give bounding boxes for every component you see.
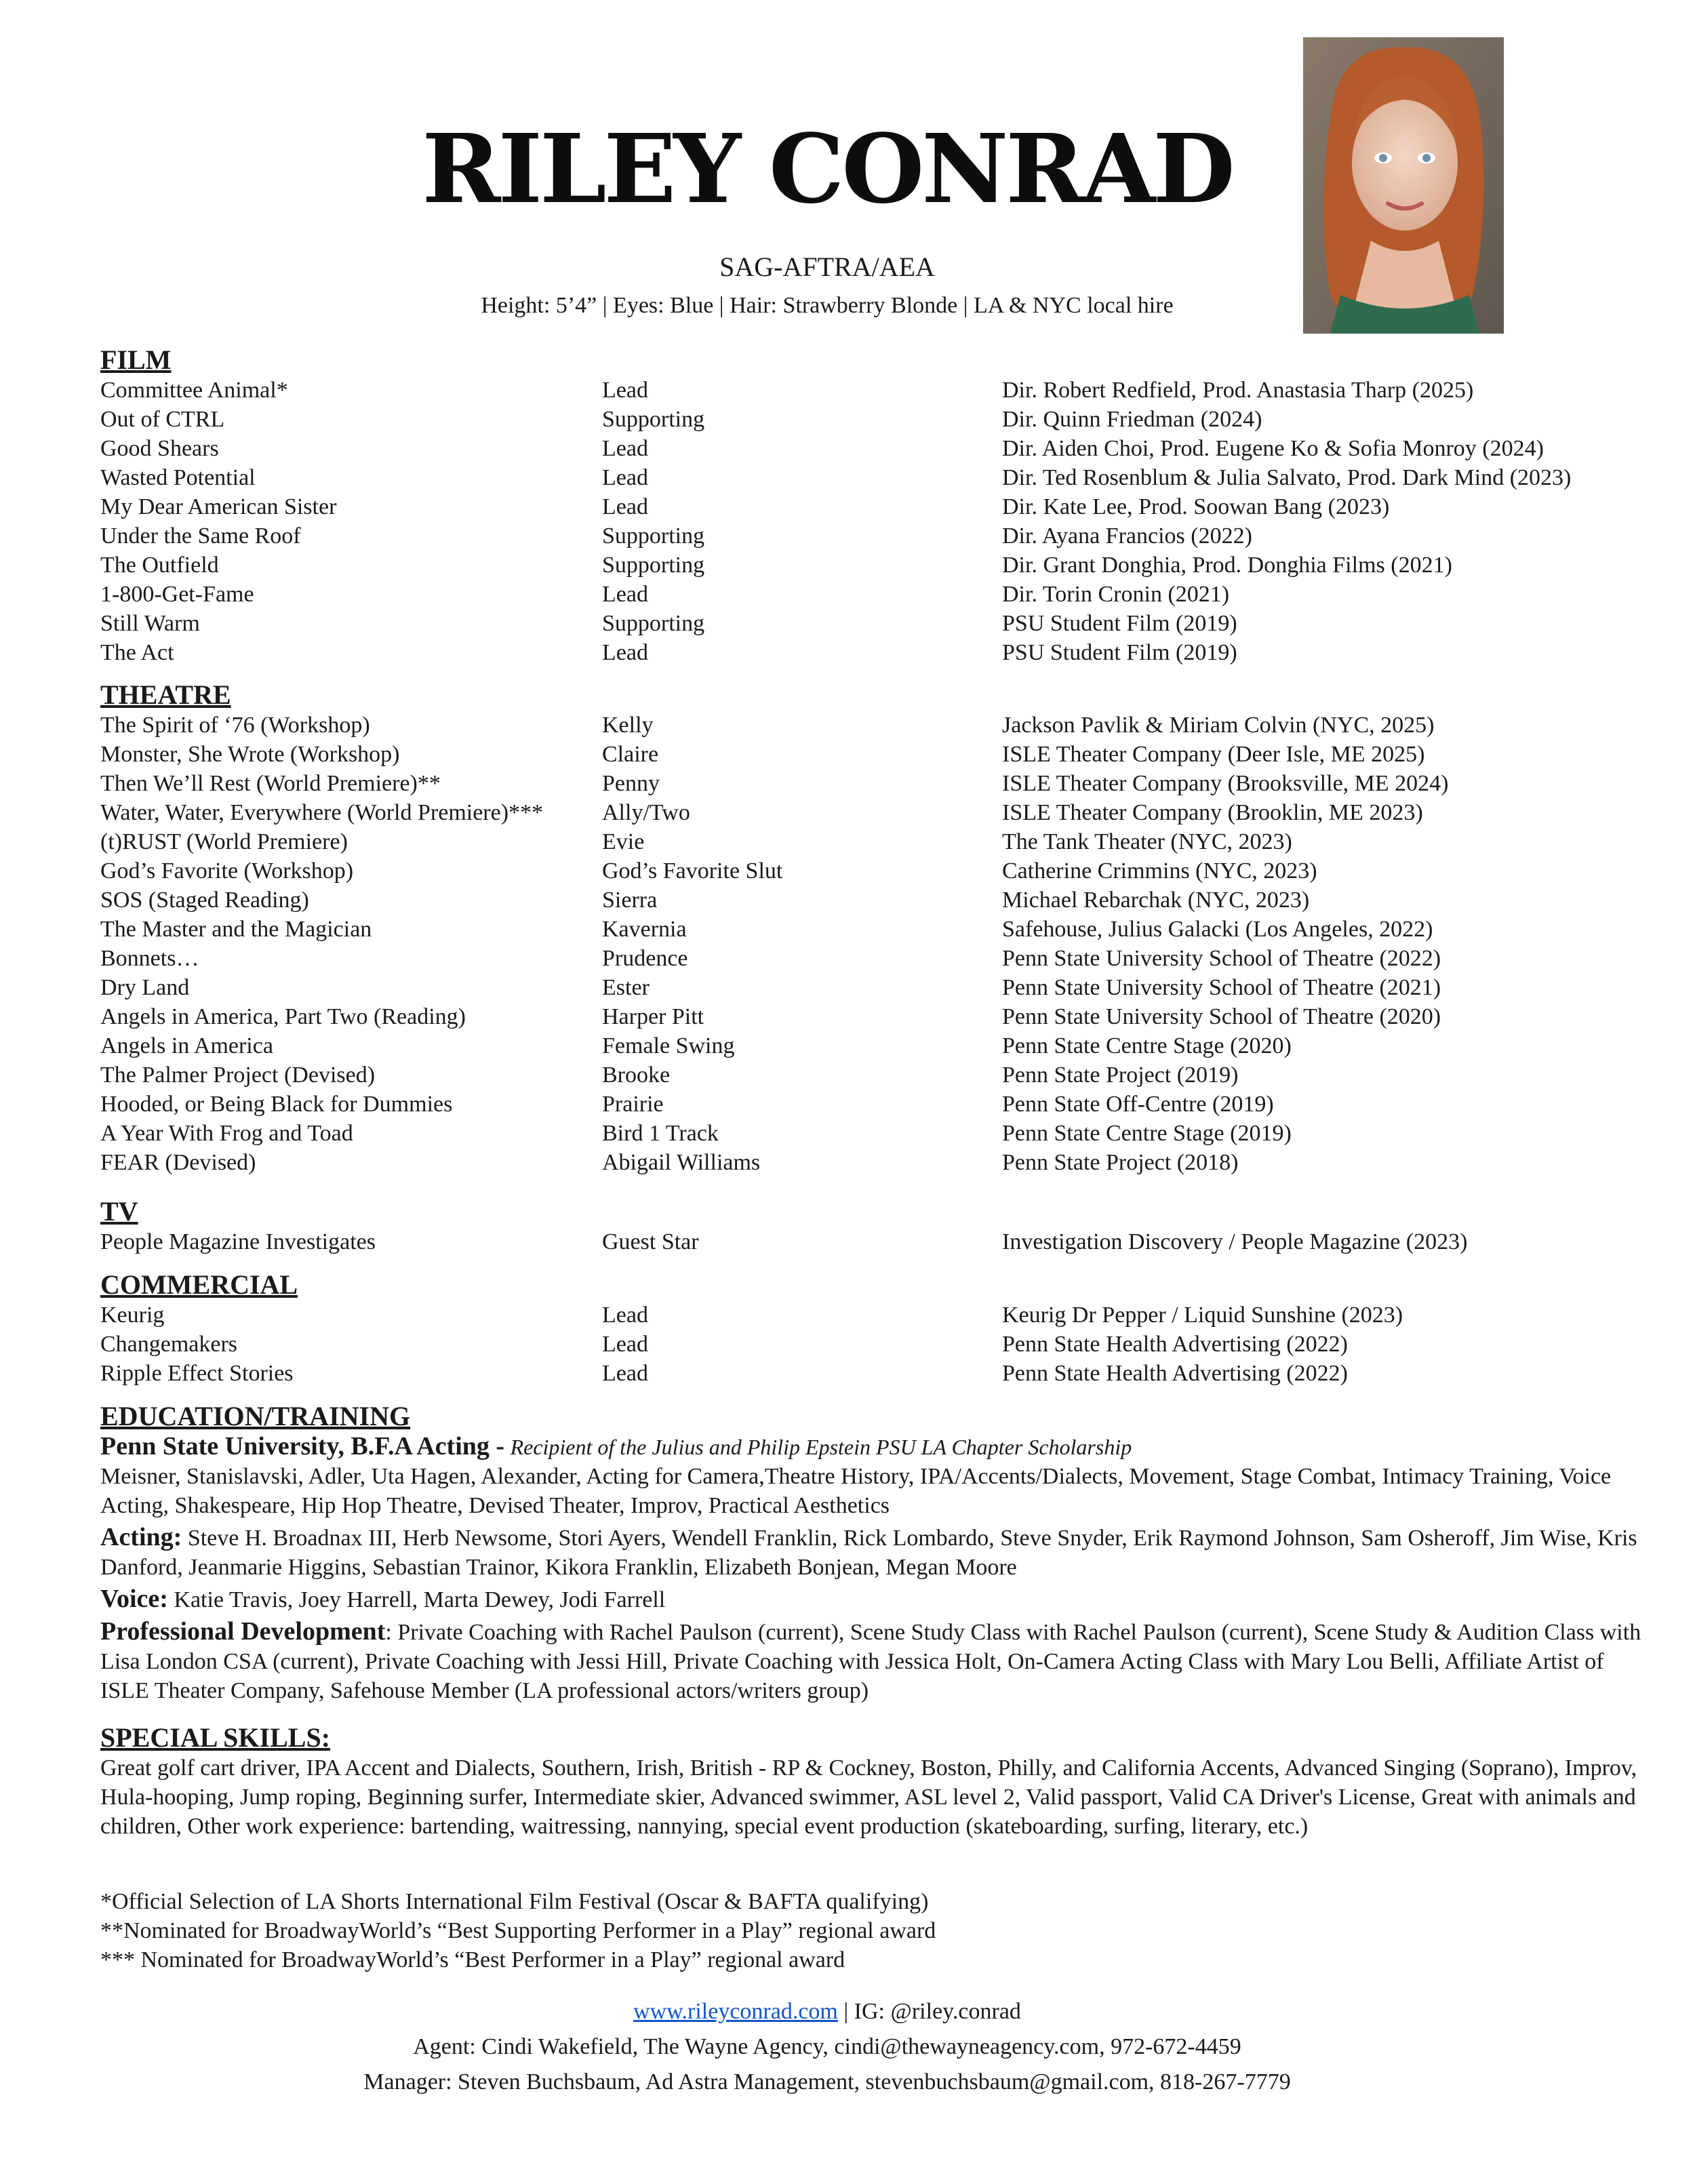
headshot-photo: [1303, 37, 1504, 334]
film-row: [100, 580, 1654, 609]
theatre-row: [100, 1090, 1654, 1119]
credit-role: Lead: [602, 640, 648, 665]
credit-role: Harper Pitt: [602, 1004, 704, 1029]
credit-title: Wasted Potential: [100, 465, 256, 490]
education-section: [100, 1401, 1654, 1705]
credit-title: Still Warm: [100, 611, 200, 636]
credit-role: Kelly: [602, 713, 654, 738]
theatre-row: [100, 769, 1654, 798]
commercial-row: [100, 1301, 1654, 1330]
theatre-row: [100, 973, 1654, 1002]
credit-company: Penn State Project (2018): [1002, 1150, 1239, 1175]
credit-company: Dir. Ayana Francios (2022): [1002, 523, 1252, 549]
credit-role: Lead: [602, 494, 648, 519]
theatre-row: [100, 915, 1654, 944]
film-section: [100, 344, 1654, 667]
credit-role: Lead: [602, 436, 648, 461]
instagram-handle: | IG: @riley.conrad: [837, 1999, 1021, 2024]
credit-role: Bird 1 Track: [602, 1121, 719, 1146]
theatre-row: [100, 1031, 1654, 1060]
skills-text: Great golf cart driver, IPA Accent and Dialects, Southern, Irish, British - RP & Cockney, Boston, Philly, and California Accents, Advanced Singing (Soprano), Improv, Hula-hooping, Jump roping, Beginning surfer, Intermediate skier, Advanced swimmer, ASL level 2, Valid passport, Valid CA Driver's License, Great with animals and children, Other work experience: bartending, waitressing, nannying, special event production (skateboarding, surfing, literary, etc.): [100, 1755, 1637, 1839]
credit-title: Keurig: [100, 1303, 165, 1328]
credit-title: 1-800-Get-Fame: [100, 582, 254, 607]
credit-role: Prudence: [602, 946, 688, 971]
theatre-title: THEATRE: [100, 679, 231, 710]
credit-title: FEAR (Devised): [100, 1150, 256, 1175]
education-title: EDUCATION/TRAINING: [100, 1401, 411, 1431]
credit-company: PSU Student Film (2019): [1002, 611, 1237, 636]
film-row: [100, 609, 1654, 638]
credit-title: Bonnets…: [100, 946, 199, 971]
credit-company: Penn State Health Advertising (2022): [1002, 1361, 1348, 1386]
credit-company: Penn State University School of Theatre (2020): [1002, 1004, 1441, 1029]
credit-title: The Outfield: [100, 553, 219, 578]
credit-title: Angels in America, Part Two (Reading): [100, 1004, 466, 1029]
credit-company: The Tank Theater (NYC, 2023): [1002, 829, 1292, 854]
resume-name: RILEY CONRAD: [422, 114, 1233, 225]
film-row: [100, 405, 1654, 434]
credit-company: PSU Student Film (2019): [1002, 640, 1237, 665]
theatre-row: [100, 1060, 1654, 1090]
credit-role: Abigail Williams: [602, 1150, 761, 1175]
prodev-list: : Private Coaching with Rachel Paulson (current), Scene Study Class with Rachel Paulson (current), Scene Study & Audition Class with Lisa London CSA (current), Private Coaching with Jessi Hill, Private Coaching with Jessica Holt, On-Camera Acting Class with Mary Lou Belli, Affiliate Artist of ISLE Theater Company, Safehouse Member (LA professional actors/writers group): [100, 1620, 1641, 1703]
school-line: [100, 1432, 1654, 1462]
commercial-row: [100, 1359, 1654, 1388]
skills-section: [100, 1722, 1654, 1841]
credit-company: Jackson Pavlik & Miriam Colvin (NYC, 2025): [1002, 713, 1435, 738]
tv-row: [100, 1227, 1654, 1256]
credit-title: (t)RUST (World Premiere): [100, 829, 348, 854]
union-affiliation: SAG-AFTRA/AEA: [719, 252, 935, 282]
credit-company: Dir. Aiden Choi, Prod. Eugene Ko & Sofia Monroy (2024): [1002, 436, 1544, 461]
physical-stats: Height: 5’4” | Eyes: Blue | Hair: Strawberry Blonde | LA & NYC local hire: [481, 293, 1174, 318]
credit-title: Hooded, or Being Black for Dummies: [100, 1092, 453, 1117]
credit-company: Safehouse, Julius Galacki (Los Angeles, 2022): [1002, 917, 1433, 942]
credit-company: ISLE Theater Company (Brooksville, ME 2024): [1002, 771, 1449, 796]
theatre-row: [100, 711, 1654, 740]
credit-title: Changemakers: [100, 1332, 238, 1357]
skills-title: SPECIAL SKILLS:: [100, 1722, 331, 1753]
credit-role: Claire: [602, 742, 659, 767]
credit-role: Brooke: [602, 1063, 671, 1088]
film-row: [100, 521, 1654, 551]
credit-role: Ester: [602, 975, 650, 1000]
theatre-row: [100, 1002, 1654, 1031]
theatre-row: [100, 886, 1654, 915]
credit-title: God’s Favorite (Workshop): [100, 858, 354, 883]
credit-company: Keurig Dr Pepper / Liquid Sunshine (2023): [1002, 1303, 1403, 1328]
footnote: *** Nominated for BroadwayWorld’s “Best Performer in a Play” regional award: [100, 1947, 845, 1972]
credit-company: Penn State Centre Stage (2020): [1002, 1033, 1292, 1058]
credit-company: Dir. Robert Redfield, Prod. Anastasia Tharp (2025): [1002, 378, 1474, 403]
credit-role: Sierra: [602, 888, 658, 913]
credit-role: Guest Star: [602, 1229, 699, 1254]
credit-role: Lead: [602, 1332, 648, 1357]
coursework: Meisner, Stanislavski, Adler, Uta Hagen, Alexander, Acting for Camera,Theatre History, IPA/Accents/Dialects, Movement, Stage Combat, Intimacy Training, Voice Acting, Shakespeare, Hip Hop Theatre, Devised Theater, Improv, Practical Aesthetics: [100, 1464, 1612, 1518]
credit-company: Penn State Health Advertising (2022): [1002, 1332, 1348, 1357]
footnote: *Official Selection of LA Shorts International Film Festival (Oscar & BAFTA qualifying): [100, 1889, 929, 1914]
credit-company: ISLE Theater Company (Deer Isle, ME 2025): [1002, 742, 1425, 767]
credit-role: Female Swing: [602, 1033, 735, 1058]
voice-label: Voice:: [100, 1585, 168, 1613]
credit-title: Angels in America: [100, 1033, 273, 1058]
film-title: FILM: [100, 344, 172, 375]
credit-title: Then We’ll Rest (World Premiere)**: [100, 771, 441, 796]
credit-title: Committee Animal*: [100, 378, 288, 403]
credit-role: Lead: [602, 378, 648, 403]
credit-title: The Spirit of ‘76 (Workshop): [100, 713, 370, 738]
credit-role: God’s Favorite Slut: [602, 858, 783, 883]
footnote: **Nominated for BroadwayWorld’s “Best Supporting Performer in a Play” regional award: [100, 1918, 936, 1943]
credit-title: The Master and the Magician: [100, 917, 372, 942]
acting-label: Acting:: [100, 1523, 182, 1551]
credit-role: Supporting: [602, 407, 705, 432]
credit-company: Penn State Off-Centre (2019): [1002, 1092, 1274, 1117]
theatre-row: [100, 798, 1654, 827]
credit-company: Dir. Torin Cronin (2021): [1002, 582, 1230, 607]
film-row: [100, 463, 1654, 492]
credit-role: Prairie: [602, 1092, 664, 1117]
commercial-row: [100, 1330, 1654, 1359]
commercial-section: [100, 1269, 1654, 1388]
contact-web: [0, 1999, 1654, 2025]
credit-title: People Magazine Investigates: [100, 1229, 376, 1254]
website-link[interactable]: www.rileyconrad.com: [633, 1999, 838, 2024]
credit-title: The Palmer Project (Devised): [100, 1063, 376, 1088]
credit-company: Dir. Quinn Friedman (2024): [1002, 407, 1262, 432]
theatre-row: [100, 856, 1654, 886]
credit-company: Penn State University School of Theatre (2022): [1002, 946, 1441, 971]
credit-role: Supporting: [602, 611, 705, 636]
tv-section: [100, 1196, 1654, 1256]
theatre-row: [100, 827, 1654, 856]
theatre-section: [100, 679, 1654, 1177]
credit-title: Water, Water, Everywhere (World Premiere)***: [100, 800, 544, 825]
credit-title: SOS (Staged Reading): [100, 888, 309, 913]
credit-title: Under the Same Roof: [100, 523, 301, 549]
credit-company: Penn State University School of Theatre (2021): [1002, 975, 1441, 1000]
credit-company: ISLE Theater Company (Brooklin, ME 2023): [1002, 800, 1423, 825]
credit-role: Lead: [602, 465, 648, 490]
scholarship: Recipient of the Julius and Philip Epstein PSU LA Chapter Scholarship: [510, 1435, 1132, 1459]
credit-title: Good Shears: [100, 436, 219, 461]
credit-role: Supporting: [602, 553, 705, 578]
credit-title: A Year With Frog and Toad: [100, 1121, 353, 1146]
credit-company: Investigation Discovery / People Magazine (2023): [1002, 1229, 1468, 1254]
professional-development: [100, 1617, 1654, 1705]
film-row: [100, 551, 1654, 580]
credit-company: Dir. Kate Lee, Prod. Soowan Bang (2023): [1002, 494, 1390, 519]
credit-company: Michael Rebarchak (NYC, 2023): [1002, 888, 1310, 913]
film-row: [100, 434, 1654, 463]
credit-role: Lead: [602, 582, 648, 607]
credit-title: The Act: [100, 640, 174, 665]
tv-title: TV: [100, 1196, 138, 1227]
credit-role: Lead: [602, 1303, 648, 1328]
credit-company: Penn State Project (2019): [1002, 1063, 1239, 1088]
theatre-row: [100, 1119, 1654, 1148]
credit-role: Penny: [602, 771, 660, 796]
credit-role: Kavernia: [602, 917, 687, 942]
film-row: [100, 376, 1654, 405]
footnotes: [100, 1887, 1654, 1974]
theatre-row: [100, 740, 1654, 769]
credit-role: Lead: [602, 1361, 648, 1386]
credit-company: Dir. Ted Rosenblum & Julia Salvato, Prod. Dark Mind (2023): [1002, 465, 1572, 490]
commercial-title: COMMERCIAL: [100, 1269, 298, 1300]
credit-company: Catherine Crimmins (NYC, 2023): [1002, 858, 1317, 883]
theatre-row: [100, 944, 1654, 973]
voice-teachers: [100, 1585, 1654, 1614]
film-row: [100, 492, 1654, 521]
credit-role: Evie: [602, 829, 645, 854]
credit-role: Ally/Two: [602, 800, 690, 825]
acting-list: Steve H. Broadnax III, Herb Newsome, Stori Ayers, Wendell Franklin, Rick Lombardo, Steve Snyder, Erik Raymond Johnson, Sam Osheroff, Jim Wise, Kris Danford, Jeanmarie Higgins, Sebastian Trainor, Kikora Franklin, Elizabeth Bonjean, Megan Moore: [100, 1526, 1637, 1580]
credit-role: Supporting: [602, 523, 705, 549]
credit-company: Dir. Grant Donghia, Prod. Donghia Films (2021): [1002, 553, 1452, 578]
acting-teachers: [100, 1523, 1654, 1582]
school-name: Penn State University, B.F.A Acting -: [100, 1432, 505, 1461]
credit-title: Out of CTRL: [100, 407, 225, 432]
credit-title: Ripple Effect Stories: [100, 1361, 294, 1386]
prodev-label: Professional Development: [100, 1617, 386, 1646]
credit-title: My Dear American Sister: [100, 494, 337, 519]
credit-title: Monster, She Wrote (Workshop): [100, 742, 400, 767]
manager-contact: Manager: Steven Buchsbaum, Ad Astra Management, stevenbuchsbaum@gmail.com, 818-267-7779: [363, 2069, 1291, 2094]
theatre-row: [100, 1148, 1654, 1177]
agent-contact: Agent: Cindi Wakefield, The Wayne Agency, cindi@thewayneagency.com, 972-672-4459: [413, 2034, 1241, 2059]
film-row: [100, 638, 1654, 667]
credit-company: Penn State Centre Stage (2019): [1002, 1121, 1292, 1146]
voice-list: Katie Travis, Joey Harrell, Marta Dewey, Jodi Farrell: [174, 1587, 666, 1612]
credit-title: Dry Land: [100, 975, 190, 1000]
